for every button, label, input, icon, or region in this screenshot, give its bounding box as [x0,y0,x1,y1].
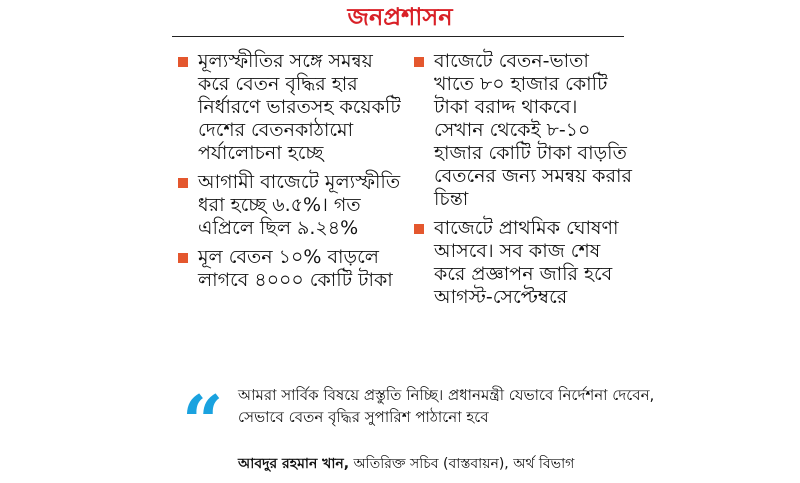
bullet-item [176,246,406,292]
bullet-item [176,171,406,240]
square-bullet-icon [178,178,188,188]
bullet-item [412,217,632,309]
square-bullet-icon [414,57,424,67]
quote-attribution [238,454,574,474]
square-bullet-icon [178,253,188,263]
quote-author-role: অতিরিক্ত সচিব (বাস্তবায়ন), অর্থ বিভাগ [349,456,575,472]
quotation-mark-icon: “ [182,379,224,464]
bullet-item [176,50,406,165]
section-header-title: জনপ্রশাসন [347,3,453,31]
square-bullet-icon [178,57,188,67]
quote-text: আমরা সার্বিক বিষয়ে প্রস্তুতি নিচ্ছি। প্রধানমন্ত্রী যেভাবে নির্দেশনা দেবেন, সেভাবে বেতন বৃদ্ধির সুপারিশ পাঠানো হবে [238,386,655,426]
bullet-text: বাজেটে প্রাথমিক ঘোষণা আসবে। সব কাজ শেষ করে প্রজ্ঞাপন জারি হবে আগস্ট-সেপ্টেম্বরে [434,217,619,308]
bullet-text: মূল্যস্ফীতির সঙ্গে সমন্বয় করে বেতন বৃদ্ধির হার নির্ধারণে ভারতসহ কয়েকটি দেশের বেতনকাঠামো পর্যালোচনা হচ্ছে [198,50,401,164]
bullet-text: আগামী বাজেটে মূল্যস্ফীতি ধরা হচ্ছে ৬.৫%। গত এপ্রিলে ছিল ৯.২৪% [198,171,401,239]
bullet-text: মূল বেতন ১০% বাড়লে লাগবে ৪০০০ কোটি টাকা [198,246,393,291]
left-column [176,50,406,298]
bullet-text: বাজেটে বেতন-ভাতা খাতে ৮০ হাজার কোটি টাকা বরাদ্দ থাকবে। সেখান থেকেই ৮-১০ হাজার কোটি টাকা বাড়তি বেতনের জন্য সমন্বয় করার চিন্তা [434,50,633,210]
header-divider [172,36,624,37]
bullet-item [412,50,632,211]
right-column [412,50,632,315]
quote-author: আবদুর রহমান খান, [238,456,350,472]
square-bullet-icon [414,224,424,234]
